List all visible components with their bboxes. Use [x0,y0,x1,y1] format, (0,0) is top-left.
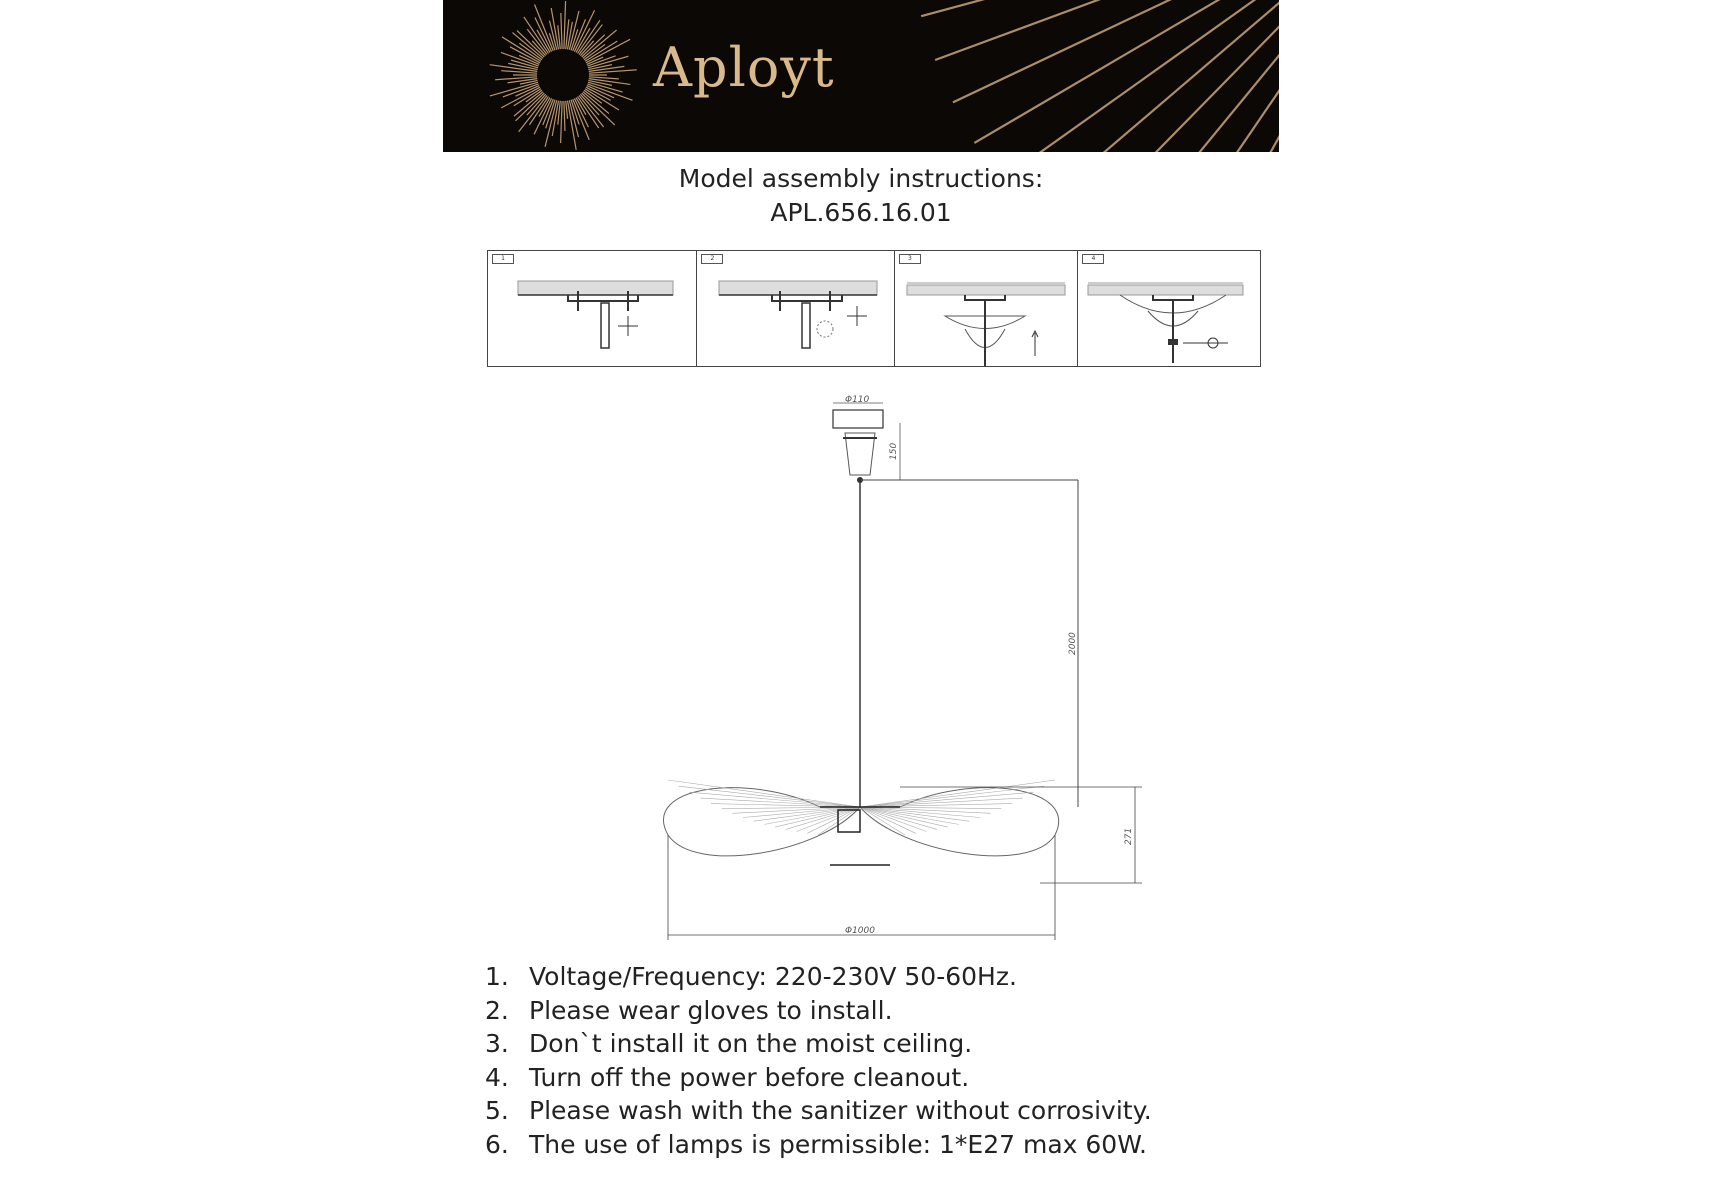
step-3-illustration [895,251,1079,368]
step-2-illustration [697,251,895,368]
sunburst-ray [589,77,619,79]
step-number: 4 [1082,254,1104,264]
shade-rib [860,798,1023,807]
canopy-diameter-label: Φ110 [845,395,870,405]
brand-logo-text: Aployt [653,36,835,99]
shade-rib [679,786,860,807]
canopy [833,410,883,483]
note-item [485,1061,1152,1095]
canopy-height-label: 150 [889,442,899,460]
shade-rib [668,780,860,807]
note-item [485,1027,1152,1061]
shade-rib [860,786,1044,807]
pendant-lamp-drawing [650,395,1150,950]
brand-banner [443,0,1279,152]
lamp-shade [664,780,1059,865]
note-text: Don`t install it on the moist ceiling. [529,1029,973,1058]
sunburst-ray [1028,0,1279,152]
sunburst-ray [561,13,562,49]
sunburst-ray [566,101,568,119]
shade-diameter-label: Φ1000 [845,926,875,936]
note-text: Please wash with the sanitizer without corrosivity. [529,1096,1152,1125]
note-number: 5. [485,1096,509,1125]
note-text: Please wear gloves to install. [529,995,893,1025]
step-number: 3 [899,254,921,264]
assembly-step-3 [895,251,1079,366]
instructions-title: Model assembly instructions: [678,164,1044,193]
sunburst-graphic [443,0,1279,152]
note-number: 1. [485,962,509,991]
sunburst-ray [508,79,538,83]
sunburst-ray [524,17,549,53]
note-number: 2. [485,995,509,1025]
note-text: Voltage/Frequency: 220-230V 50-60Hz. [529,962,1017,991]
sunburst-ray [568,101,577,150]
note-number: 3. [485,1029,509,1058]
note-item [485,1128,1152,1162]
sunburst-ray [1210,0,1279,152]
sunburst-ray [953,0,1279,102]
note-text: The use of lamps is permissible: 1*E27 max 60W. [529,1129,1147,1159]
note-item [485,994,1152,1028]
shade-rib [860,780,1055,807]
sunburst-ray [1059,0,1279,152]
model-code: APL.656.16.01 [770,198,952,227]
cord-length-label: 2000 [1068,632,1078,655]
shade-height-label: 271 [1124,827,1134,845]
note-item [485,960,1152,994]
sunburst-ray [564,101,565,131]
sunburst-ray [535,5,554,51]
sunburst-ray [512,33,543,59]
sunburst-ray [561,101,562,143]
sunburst-ray [578,20,600,53]
sunburst-ray [564,1,566,49]
safety-notes-list [485,960,1152,1161]
assembly-step-2 [697,251,894,366]
shade-rib [860,807,948,827]
step-number: 1 [492,254,514,264]
step-4-illustration [1078,251,1260,368]
note-number: 4. [485,1062,509,1092]
assembly-steps-strip [487,250,1261,367]
note-text: Turn off the power before cleanout. [529,1062,970,1092]
shade-rib [754,807,860,821]
sunburst-ray [999,0,1279,152]
step-1-illustration [488,251,698,368]
assembly-step-4 [1078,251,1260,366]
shade-rib [700,798,860,807]
sunburst-ray [921,0,1279,16]
note-item [485,1094,1152,1128]
note-number: 6. [485,1129,509,1159]
shade-rib [860,807,969,821]
sun-center-icon [541,53,585,97]
step-number: 2 [701,254,723,264]
assembly-step-1 [488,251,697,366]
